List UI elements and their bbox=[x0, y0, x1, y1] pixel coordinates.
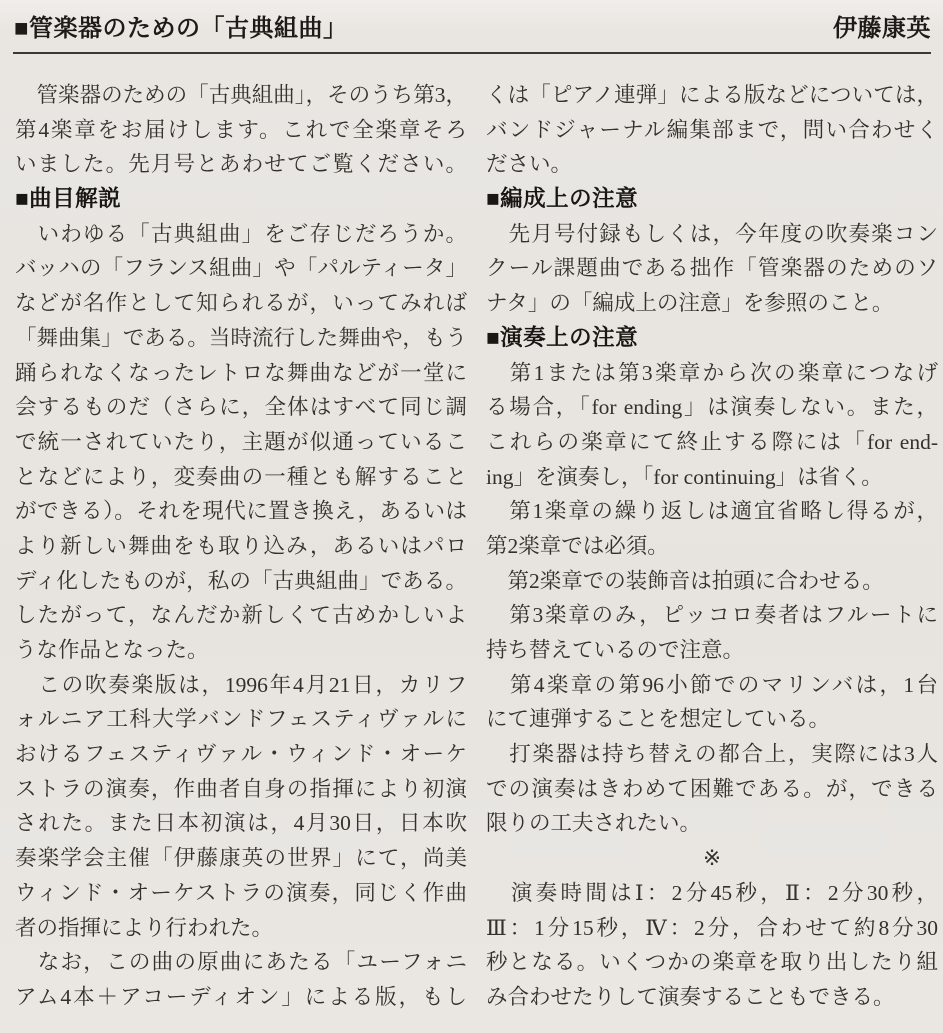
left-column bbox=[15, 78, 467, 1015]
section-heading: ■演奏上の注意 bbox=[486, 324, 639, 350]
text-line: 第1楽章の繰り返しは適宜省略し得るが， bbox=[486, 499, 938, 524]
text-line: ストラの演奏，作曲者自身の指揮により初演 bbox=[15, 776, 467, 801]
text-line: ォルニア工科大学バンドフェスティヴァルに bbox=[15, 707, 467, 732]
text-line: ウィンド・オーケストラの演奏，同じく作曲 bbox=[15, 880, 467, 905]
article-title: ■管楽器のための「古典組曲」 bbox=[14, 15, 348, 42]
article-body bbox=[0, 54, 943, 1015]
text-line: での演奏はきわめて困難である。が，できる bbox=[486, 776, 938, 801]
text-line: この吹奏楽版は，1996年4月21日，カリフ bbox=[15, 672, 467, 697]
text-line: 先月号付録もしくは，今年度の吹奏楽コン bbox=[486, 221, 938, 246]
text-line: る場合，「for ending」は演奏しない。また， bbox=[486, 395, 938, 420]
text-line: 演奏時間はⅠ：2分45秒，Ⅱ：2分30秒， bbox=[486, 880, 938, 905]
text-line: 奏楽学会主催「伊藤康英の世界」にて，尚美 bbox=[15, 846, 467, 871]
text-line: にて連弾することを想定している。 bbox=[486, 707, 831, 732]
text-line: 第2楽章では必須。 bbox=[486, 533, 669, 558]
text-line: より新しい舞曲をも取り込み，あるいはパロ bbox=[15, 533, 467, 558]
text-line: バッハの「フランス組曲」や「パルティータ」 bbox=[15, 256, 467, 281]
text-line: で統一されていたり，主題が似通っているこ bbox=[15, 429, 467, 454]
text-line: 限りの工夫されたい。 bbox=[486, 811, 702, 836]
text-line: クール課題曲である拙作「管楽器のためのソ bbox=[486, 256, 938, 281]
text-line: となどにより，変奏曲の一種とも解すること bbox=[15, 464, 467, 489]
text-line: 「舞曲集」である。当時流行した舞曲や，もう bbox=[15, 325, 467, 350]
text-line: 打楽器は持ち替えの都合上，実際には3人 bbox=[486, 742, 938, 767]
text-line: 第3楽章のみ，ピッコロ奏者はフルートに bbox=[486, 603, 938, 628]
article-header bbox=[0, 0, 943, 44]
text-line: うな作品となった。 bbox=[15, 638, 209, 662]
text-line: 者の指揮により行われた。 bbox=[15, 915, 274, 940]
text-line: み合わせたりして演奏することもできる。 bbox=[486, 984, 895, 1009]
text-line: された。また日本初演は，4月30日，日本吹 bbox=[15, 811, 467, 836]
section-heading: ■曲目解説 bbox=[15, 186, 122, 212]
text-line: ナタ」の「編成上の注意」を参照のこと。 bbox=[486, 291, 894, 316]
text-line: 管楽器のための「古典組曲」，そのうち第3， bbox=[15, 83, 467, 107]
text-line: これらの楽章にて終止する際には「for end- bbox=[486, 429, 938, 454]
text-line: ing」を演奏し，「for continuing」は省く。 bbox=[486, 464, 883, 489]
text-line: 第2楽章での装飾音は拍頭に合わせる。 bbox=[486, 568, 884, 593]
right-column bbox=[486, 78, 938, 1015]
text-line: ださい。 bbox=[486, 152, 573, 177]
text-line: アム4本＋アコーディオン」による版，もし bbox=[15, 984, 467, 1009]
text-line: ディ化したものが，私の「古典組曲」である。 bbox=[15, 568, 467, 593]
text-line: いわゆる「古典組曲」をご存じだろうか。 bbox=[15, 221, 467, 246]
text-line: 会するものだ（さらに，全体はすべて同じ調 bbox=[15, 395, 467, 420]
text-line: Ⅲ：1分15秒，Ⅳ：2分，合わせて約8分30 bbox=[486, 915, 938, 940]
article-author: 伊藤康英 bbox=[833, 15, 931, 42]
text-line: なお，この曲の原曲にあたる「ユーフォニ bbox=[15, 950, 467, 975]
text-line: ができる）。それを現代に置き換え，あるいは bbox=[15, 499, 467, 524]
text-line: バンドジャーナル編集部まで，問い合わせく bbox=[486, 117, 938, 142]
reference-mark: ※ bbox=[702, 846, 721, 871]
text-line: などが名作として知られるが，いってみれば bbox=[15, 291, 467, 316]
section-heading: ■編成上の注意 bbox=[486, 186, 639, 212]
text-line: 秒となる。いくつかの楽章を取り出したり組 bbox=[486, 950, 938, 975]
text-line: 第1または第3楽章から次の楽章につなげ bbox=[486, 360, 938, 385]
text-line: いました。先月号とあわせてご覧ください。 bbox=[15, 152, 467, 177]
text-line: したがって，なんだか新しくて古めかしいよ bbox=[15, 603, 467, 628]
text-line: おけるフェスティヴァル・ウィンド・オーケ bbox=[15, 742, 467, 767]
text-line: 第4楽章の第96小節でのマリンバは，1台 bbox=[486, 672, 938, 697]
text-line: 第4楽章をお届けします。これで全楽章そろ bbox=[15, 117, 467, 142]
text-line: 持ち替えているので注意。 bbox=[486, 638, 745, 662]
text-line: くは「ピアノ連弾」による版などについては， bbox=[486, 83, 938, 107]
text-line: 踊られなくなったレトロな舞曲などが一堂に bbox=[15, 360, 467, 385]
